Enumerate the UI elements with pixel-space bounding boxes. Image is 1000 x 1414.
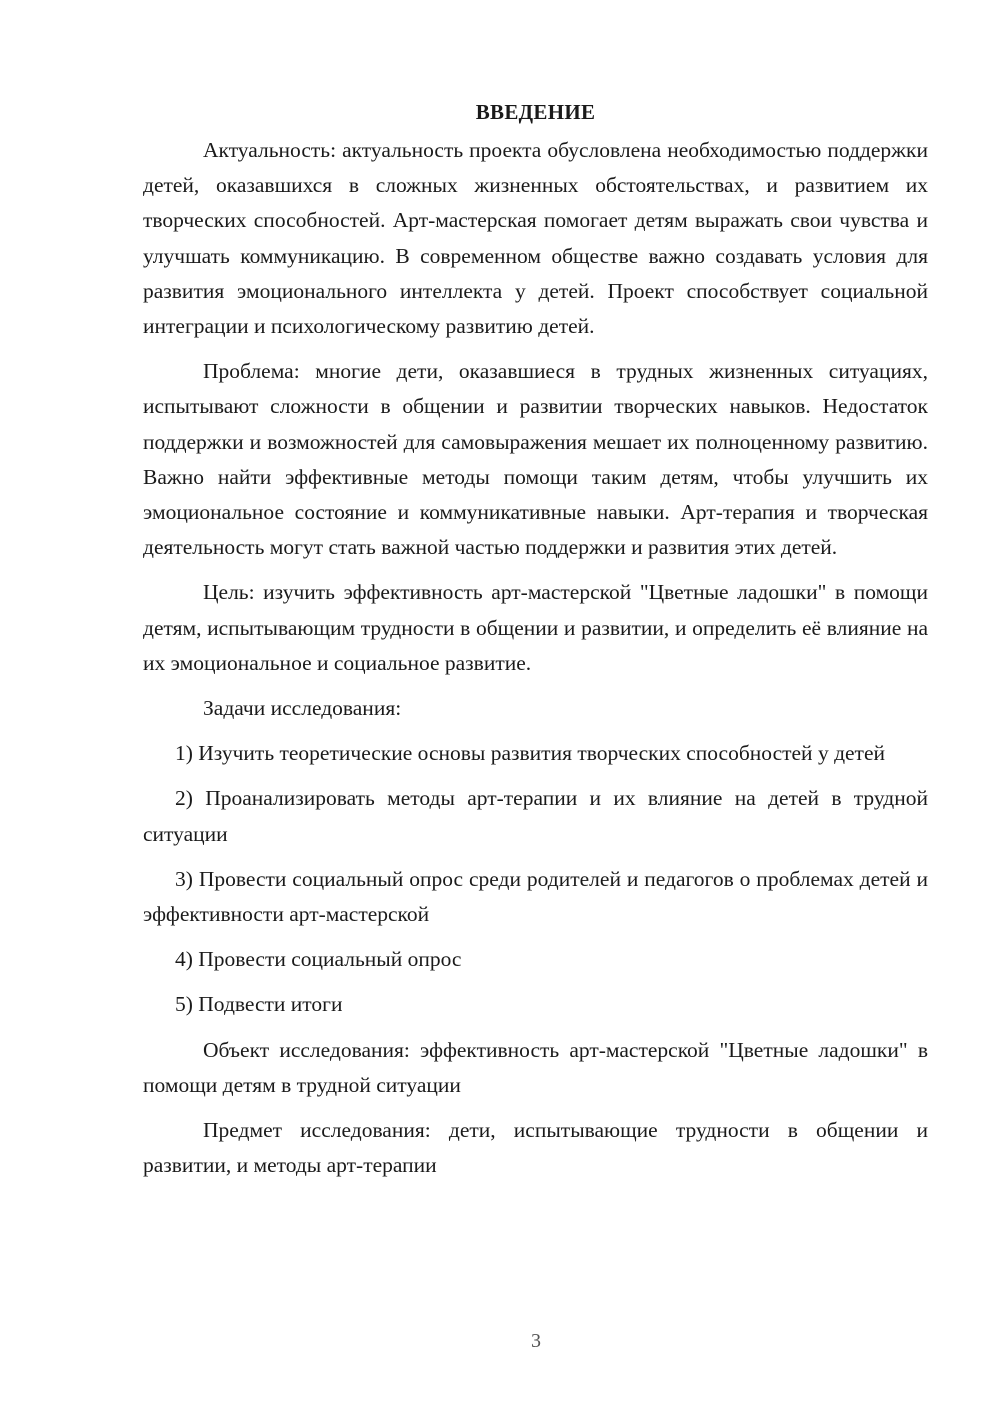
task-item-4: 4) Провести социальный опрос	[175, 947, 462, 972]
page-number: 3	[531, 1330, 541, 1352]
task-item-2: 2) Проанализировать методы арт-терапии и их влияние на детей в трудной ситуации	[143, 786, 928, 846]
paragraph-problem: Проблема: многие дети, оказавшиеся в трудных жизненных ситуациях, испытывают сложности в общении и развитии творческих навыков. Недостаток поддержки и возможностей для самовыражения мешает их полноценному развитию. Важно найти эффективные методы помощи таким детям, чтобы улучшить их эмоциональное состояние и коммуникативные навыки. Арт-терапия и творческая деятельность могут стать важной частью поддержки и развития этих детей.	[143, 359, 928, 560]
section-heading: ВВЕДЕНИЕ	[475, 100, 596, 124]
paragraph-object: Объект исследования: эффективность арт-мастерской "Цветные ладошки" в помощи детям в трудной ситуации	[143, 1037, 928, 1097]
task-item-5: 5) Подвести итоги	[175, 992, 343, 1017]
paragraph-subject: Предмет исследования: дети, испытывающие трудности в общении и развитии, и методы арт-терапии	[143, 1118, 928, 1178]
paragraph-tasks-title: Задачи исследования:	[203, 696, 402, 721]
document-page	[143, 95, 928, 1193]
paragraph-relevance: Актуальность: актуальность проекта обусловлена необходимостью поддержки детей, оказавшихся в сложных жизненных обстоятельствах, и развитием их творческих способностей. Арт-мастерская помогает детям выражать свои чувства и улучшать коммуникацию. В современном обществе важно создавать условия для развития эмоционального интеллекта у детей. Проект способствует социальной интеграции и психологическому развитию детей.	[143, 138, 928, 339]
task-item-3: 3) Провести социальный опрос среди родителей и педагогов о проблемах детей и эффективности арт-мастерской	[143, 866, 928, 927]
task-item-1: 1) Изучить теоретические основы развития творческих способностей у детей	[175, 741, 885, 766]
paragraph-goal: Цель: изучить эффективность арт-мастерской "Цветные ладошки" в помощи детям, испытывающим трудности в общении и развитии, и определить её влияние на их эмоциональное и социальное развитие.	[143, 580, 928, 675]
